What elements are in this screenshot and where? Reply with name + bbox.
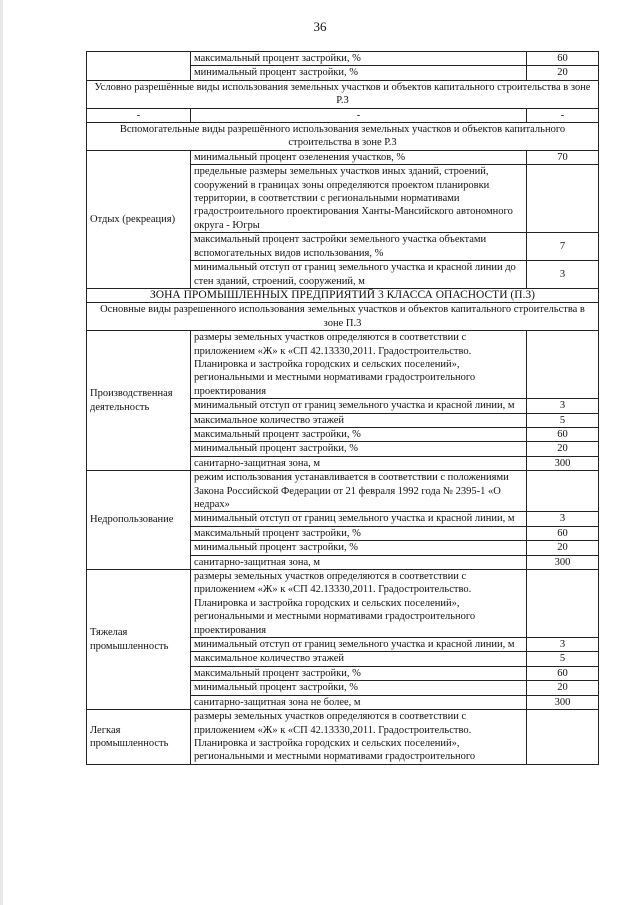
parameter-cell: размеры земельных участков определяются в соответствии с приложением «Ж» к «СП 42.13330,2011. Градостроительство. Планировка и застройка городских и сельских поселений», региональными и местными нормативами градостроительного [191, 710, 527, 765]
value-cell [527, 570, 599, 638]
parameter-cell: максимальный процент застройки, % [191, 666, 527, 680]
table-row [87, 331, 599, 399]
value-cell [527, 710, 599, 765]
parameter-cell: минимальный процент застройки, % [191, 681, 527, 695]
parameter-cell: минимальный процент застройки, % [191, 541, 527, 555]
parameter-cell: минимальный отступ от границ земельного участка и красной линии, м [191, 638, 527, 652]
value-cell [527, 165, 599, 233]
value-cell: 300 [527, 555, 599, 569]
parameter-cell: максимальный процент застройки, % [191, 526, 527, 540]
section-header-row [87, 303, 599, 331]
parameter-cell: размеры земельных участков определяются в соответствии с приложением «Ж» к «СП 42.13330,2011. Градостроительство. Планировка и застройка городских и сельских поселений», региональными и местными нормативами градостроительного проектирования [191, 570, 527, 638]
section-header-row [87, 80, 599, 108]
value-cell: 3 [527, 399, 599, 413]
value-cell: 5 [527, 413, 599, 427]
table-row [87, 150, 599, 164]
parameter-cell: максимальное количество этажей [191, 413, 527, 427]
value-cell [527, 331, 599, 399]
parameter-cell: максимальный процент застройки, % [191, 427, 527, 441]
value-cell: 3 [527, 261, 599, 289]
page-number: 36 [313, 19, 327, 34]
conditional-uses-header: Условно разрешённые виды использования земельных участков и объектов капитального строительства в зоне Р.3 [87, 80, 599, 108]
parameter-cell: максимальное количество этажей [191, 652, 527, 666]
section-header-row [87, 123, 599, 151]
category-production: Производственная деятельность [87, 331, 191, 471]
parameter-cell: режим использования устанавливается в соответствии с положениями Закона Российской Федерации от 21 февраля 1992 года № 2395-1 «О недрах» [191, 471, 527, 512]
parameter-cell: максимальный процент застройки, % [191, 52, 527, 66]
parameter-cell: минимальный процент озеленения участков, % [191, 150, 527, 164]
main-uses-header: Основные виды разрешенного использования земельных участков и объектов капитального строительства в зоне П.3 [87, 303, 599, 331]
category-heavy-industry: Тяжелая промышленность [87, 570, 191, 710]
parameter-cell: предельные размеры земельных участков иных зданий, строений, сооружений в границах зоны определяются проектом планировки территории, в соответствии с региональными нормативами градостроительного проектирования Ханты-Мансийского автономного округа - Югры [191, 165, 527, 233]
value-cell: 20 [527, 541, 599, 555]
parameter-cell: санитарно-защитная зона не более, м [191, 695, 527, 709]
value-cell: 300 [527, 695, 599, 709]
parameter-cell: минимальный процент застройки, % [191, 442, 527, 456]
category-light-industry: Легкая промышленность [87, 710, 191, 765]
parameter-cell: максимальный процент застройки земельного участка объектами вспомогательных видов использования, % [191, 233, 527, 261]
table-row [87, 570, 599, 638]
auxiliary-uses-header: Вспомогательные виды разрешённого использования земельных участков и объектов капитального строительства в зоне Р.3 [87, 123, 599, 151]
zone-title-row [87, 288, 599, 302]
dash-cell: - [527, 108, 599, 122]
dash-cell: - [191, 108, 527, 122]
dash-cell: - [87, 108, 191, 122]
value-cell: 3 [527, 512, 599, 526]
parameter-cell: минимальный отступ от границ земельного участка и красной линии до стен зданий, строений, сооружений, м [191, 261, 527, 289]
scan-edge [0, 0, 3, 905]
zone-title: ЗОНА ПРОМЫШЛЕННЫХ ПРЕДПРИЯТИЙ 3 КЛАССА ОПАСНОСТИ (П.3) [87, 288, 599, 302]
category-cell [87, 52, 191, 81]
value-cell: 60 [527, 427, 599, 441]
parameter-cell: санитарно-защитная зона, м [191, 555, 527, 569]
parameter-cell: минимальный процент застройки, % [191, 66, 527, 80]
parameter-cell: минимальный отступ от границ земельного участка и красной линии, м [191, 512, 527, 526]
value-cell: 70 [527, 150, 599, 164]
value-cell: 20 [527, 66, 599, 80]
parameter-cell: размеры земельных участков определяются в соответствии с приложением «Ж» к «СП 42.13330,2011. Градостроительство. Планировка и застройка городских и сельских поселений», региональными и местными нормативами градостроительного проектирования [191, 331, 527, 399]
zoning-table [86, 51, 599, 765]
value-cell [527, 471, 599, 512]
category-subsoil-use: Недропользование [87, 471, 191, 570]
value-cell: 20 [527, 442, 599, 456]
category-recreation: Отдых (рекреация) [87, 150, 191, 288]
value-cell: 300 [527, 456, 599, 470]
table-row [87, 108, 599, 122]
parameter-cell: минимальный отступ от границ земельного участка и красной линии, м [191, 399, 527, 413]
parameter-cell: санитарно-защитная зона, м [191, 456, 527, 470]
table-row [87, 710, 599, 765]
value-cell: 7 [527, 233, 599, 261]
value-cell: 5 [527, 652, 599, 666]
value-cell: 60 [527, 52, 599, 66]
table-row [87, 52, 599, 66]
value-cell: 60 [527, 666, 599, 680]
table-row [87, 471, 599, 512]
value-cell: 60 [527, 526, 599, 540]
value-cell: 20 [527, 681, 599, 695]
value-cell: 3 [527, 638, 599, 652]
